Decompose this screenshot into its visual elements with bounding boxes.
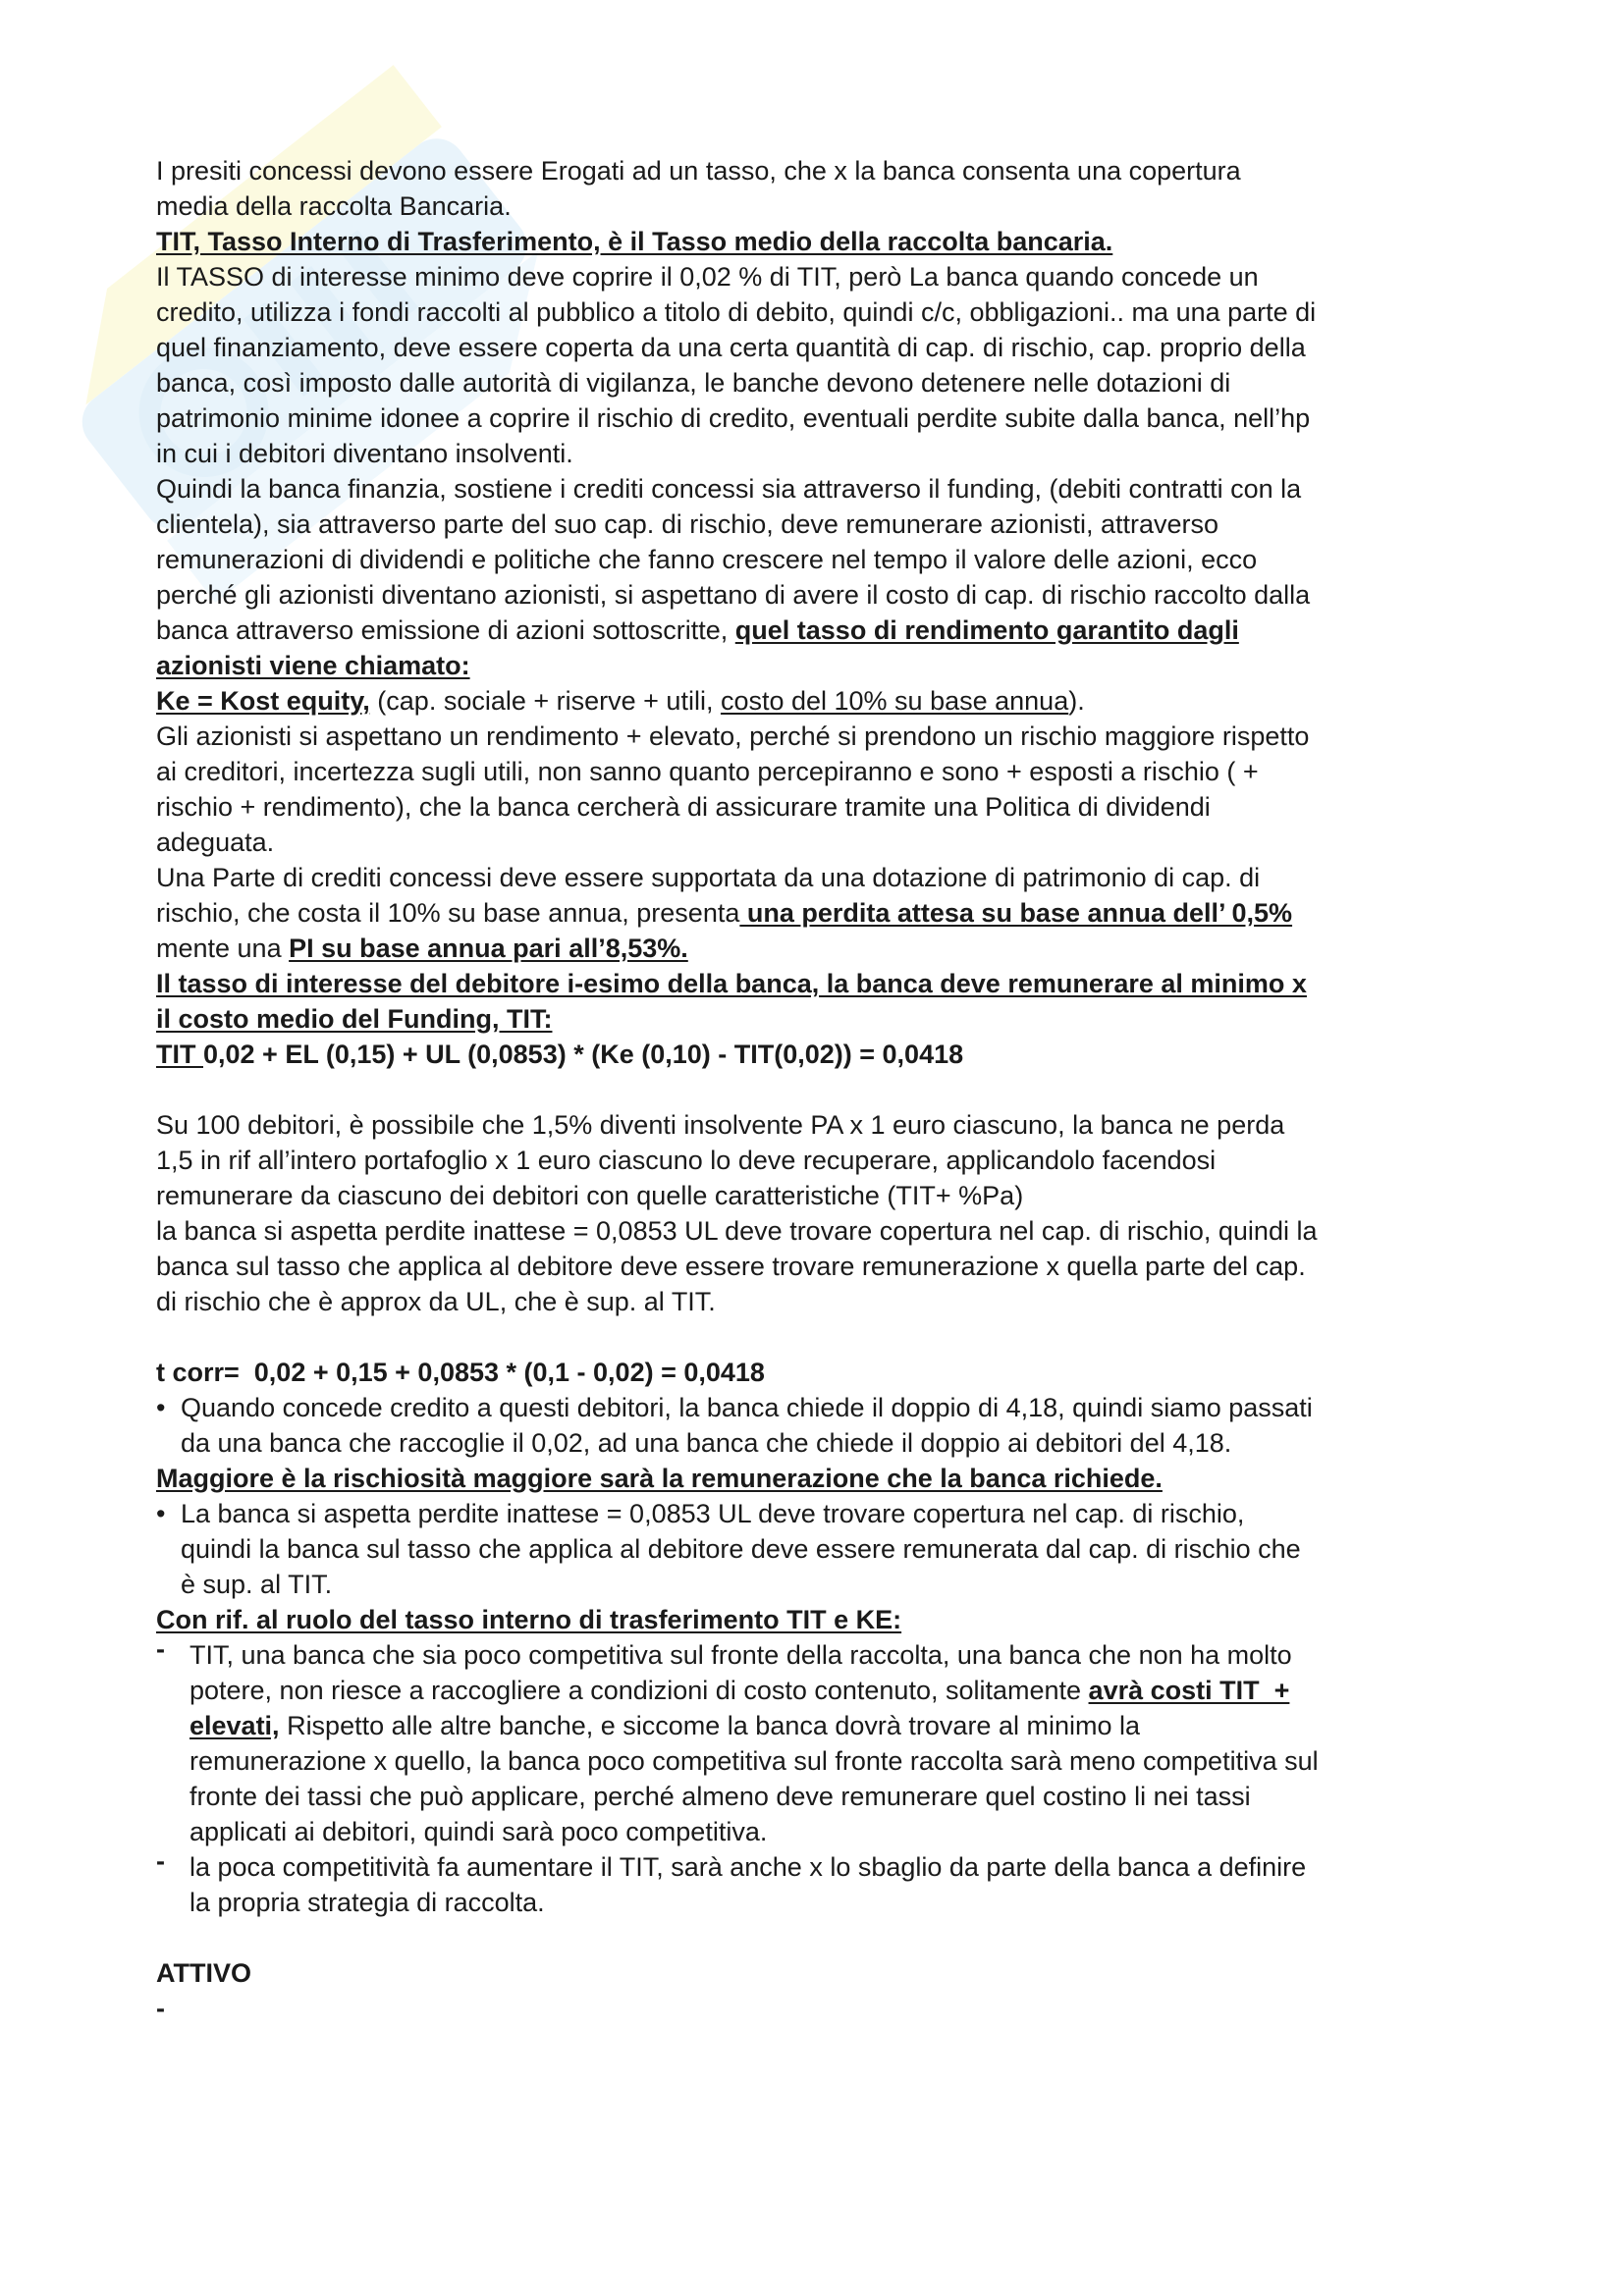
text-line: la propria strategia di raccolta. bbox=[189, 1888, 545, 1917]
text-line: Il TASSO di interesse minimo deve coprire il 0,02 % di TIT, però La banca quando concede un bbox=[156, 262, 1259, 292]
heading-tit: TIT, Tasso Interno di Trasferimento, è il Tasso medio della raccolta bancaria. bbox=[156, 227, 1113, 256]
text-span: (cap. sociale + riserve + utili, bbox=[369, 686, 721, 716]
heading-tasso-debitore: il costo medio del Funding, TIT: bbox=[156, 1004, 553, 1034]
text-line: banca, così imposto dalle autorità di vigilanza, le banche devono detenere nelle dotazioni di bbox=[156, 368, 1231, 398]
formula-tit-label: TIT bbox=[156, 1040, 203, 1069]
text-line: La banca si aspetta perdite inattese = 0,0853 UL deve trovare copertura nel cap. di rischio, bbox=[181, 1499, 1245, 1528]
emphasis-text: elevati, bbox=[189, 1711, 280, 1740]
text-line: la banca si aspetta perdite inattese = 0,0853 UL deve trovare copertura nel cap. di rischio, quindi la bbox=[156, 1216, 1318, 1246]
text-line: di rischio che è approx da UL, che è sup. al TIT. bbox=[156, 1287, 716, 1316]
text-span: potere, non riesce a raccogliere a condizioni di costo contenuto, solitamente bbox=[189, 1676, 1089, 1705]
formula-t-corr: t corr= 0,02 + 0,15 + 0,0853 * (0,1 - 0,02) = 0,0418 bbox=[156, 1358, 765, 1387]
text-line bbox=[156, 613, 1491, 648]
text-span: mente una bbox=[156, 934, 290, 963]
text-line: adeguata. bbox=[156, 828, 275, 857]
text-line bbox=[156, 895, 1491, 931]
text-line: Quando concede credito a questi debitori, la banca chiede il doppio di 4,18, quindi siamo passati bbox=[181, 1393, 1313, 1422]
text-span: ). bbox=[1068, 686, 1085, 716]
text-span: Rispetto alle altre banche, e siccome la banca dovrà trovare al minimo la bbox=[279, 1711, 1140, 1740]
emphasis-text: PI su base annua pari all’8,53%. bbox=[289, 934, 688, 963]
text-line: applicati ai debitori, quindi sarà poco competitiva. bbox=[189, 1817, 768, 1846]
dash-item bbox=[156, 1634, 1491, 1849]
emphasis-line: azionisti viene chiamato: bbox=[156, 651, 470, 680]
text-line: rischio + rendimento), che la banca cercherà di assicurare tramite una Politica di dividendi bbox=[156, 792, 1211, 822]
text-line: la poca competitività fa aumentare il TIT, sarà anche x lo sbaglio da parte della banca a definire bbox=[189, 1852, 1307, 1882]
text-line: è sup. al TIT. bbox=[181, 1570, 333, 1599]
heading-ruolo-tit: Con rif. al ruolo del tasso interno di trasferimento TIT e KE: bbox=[156, 1605, 902, 1634]
formula-tit bbox=[156, 1037, 1491, 1072]
text-line: TIT, una banca che sia poco competitiva sul fronte della raccolta, una banca che non ha molto bbox=[189, 1640, 1292, 1670]
bullet-item bbox=[156, 1496, 1491, 1602]
text-line: perché gli azionisti diventano azionisti, si aspettano di avere il costo di cap. di rischio raccolto dalla bbox=[156, 580, 1311, 610]
text-line: da una banca che raccoglie il 0,02, ad una banca che chiede il doppio ai debitori del 4,18. bbox=[181, 1428, 1232, 1458]
dash-icon: - bbox=[156, 1846, 165, 1876]
text-line: Una Parte di crediti concessi deve essere supportata da una dotazione di patrimonio di cap. di bbox=[156, 863, 1261, 892]
text-line: patrimonio minime idonee a coprire il rischio di credito, eventuali perdite subite dalla banca, nell’hp bbox=[156, 403, 1311, 433]
text-line: I presiti concessi devono essere Erogati ad un tasso, che x la banca consenta una copertura bbox=[156, 156, 1241, 186]
spacer bbox=[156, 1319, 1491, 1355]
bullet-icon: • bbox=[156, 1499, 166, 1528]
text-line: Gli azionisti si aspettano un rendimento + elevato, perché si prendono un rischio maggiore rispetto bbox=[156, 721, 1310, 751]
text-line: remunerazione x quello, la banca poco competitiva sul fronte raccolta sarà meno competitiva sul bbox=[189, 1746, 1319, 1776]
spacer bbox=[156, 1920, 1491, 1955]
text-line: in cui i debitori diventano insolventi. bbox=[156, 439, 573, 468]
trailing-dash: - bbox=[156, 1994, 165, 2023]
text-line: clientela), sia attraverso parte del suo cap. di rischio, deve remunerare azionisti, attraverso bbox=[156, 509, 1219, 539]
text-span: rischio, che costa il 10% su base annua, presenta bbox=[156, 898, 740, 928]
dash-icon: - bbox=[156, 1634, 165, 1664]
text-line: quel finanziamento, deve essere coperta da una certa quantità di cap. di rischio, cap. proprio della bbox=[156, 333, 1306, 362]
text-line: media della raccolta Bancaria. bbox=[156, 191, 512, 221]
heading-attivo: ATTIVO bbox=[156, 1958, 251, 1988]
text-line: Quindi la banca finanzia, sostiene i crediti concessi sia attraverso il funding, (debiti contratti con la bbox=[156, 474, 1302, 504]
text-line: fronte dei tassi che può applicare, perché almeno deve remunerare quel costino li nei tassi bbox=[189, 1782, 1251, 1811]
text-line: credito, utilizza i fondi raccolti al pubblico a titolo di debito, quindi c/c, obbligazioni.. ma una parte di bbox=[156, 297, 1317, 327]
text-line: ai creditori, incertezza sugli utili, non sanno quanto percepiranno e sono + esposti a rischio ( + bbox=[156, 757, 1259, 786]
formula-tit-body: 0,02 + EL (0,15) + UL (0,0853) * (Ke (0,10) - TIT(0,02)) = 0,0418 bbox=[203, 1040, 964, 1069]
text-line: quindi la banca sul tasso che applica al debitore deve essere remunerata dal cap. di rischio che bbox=[181, 1534, 1301, 1564]
ke-cost: costo del 10% su base annua bbox=[720, 686, 1069, 716]
bullet-item bbox=[156, 1390, 1491, 1461]
emphasis-text: una perdita attesa su base annua dell’ 0,5% bbox=[739, 898, 1293, 928]
text-line bbox=[189, 1673, 1491, 1708]
text-line bbox=[189, 1708, 1491, 1743]
heading-rischiosita: Maggiore è la rischiosità maggiore sarà la remunerazione che la banca richiede. bbox=[156, 1464, 1163, 1493]
text-line: 1,5 in rif all’intero portafoglio x 1 euro ciascuno lo deve recuperare, applicandolo facendosi bbox=[156, 1146, 1217, 1175]
spacer bbox=[156, 1072, 1491, 1107]
ke-definition bbox=[156, 683, 1491, 719]
heading-tasso-debitore: Il tasso di interesse del debitore i-esimo della banca, la banca deve remunerare al minimo x bbox=[156, 969, 1307, 998]
text-line: remunerazioni di dividendi e politiche che fanno crescere nel tempo il valore delle azioni, ecco bbox=[156, 545, 1258, 574]
text-line: remunerare da ciascuno dei debitori con quelle caratteristiche (TIT+ %Pa) bbox=[156, 1181, 1024, 1210]
text-line: Su 100 debitori, è possibile che 1,5% diventi insolvente PA x 1 euro ciascuno, la banca ne perda bbox=[156, 1110, 1285, 1140]
bullet-icon: • bbox=[156, 1393, 166, 1422]
dash-item bbox=[156, 1846, 1491, 1920]
text-span: banca attraverso emissione di azioni sottoscritte, bbox=[156, 615, 735, 645]
document-page bbox=[156, 153, 1491, 2026]
emphasis-text: quel tasso di rendimento garantito dagli bbox=[734, 615, 1239, 645]
text-line bbox=[156, 931, 1491, 966]
text-line: banca sul tasso che applica al debitore deve essere trovare remunerazione x quella parte del cap. bbox=[156, 1252, 1306, 1281]
ke-term: Ke = Kost equity, bbox=[156, 686, 370, 716]
emphasis-text: avrà costi TIT + bbox=[1088, 1676, 1290, 1705]
